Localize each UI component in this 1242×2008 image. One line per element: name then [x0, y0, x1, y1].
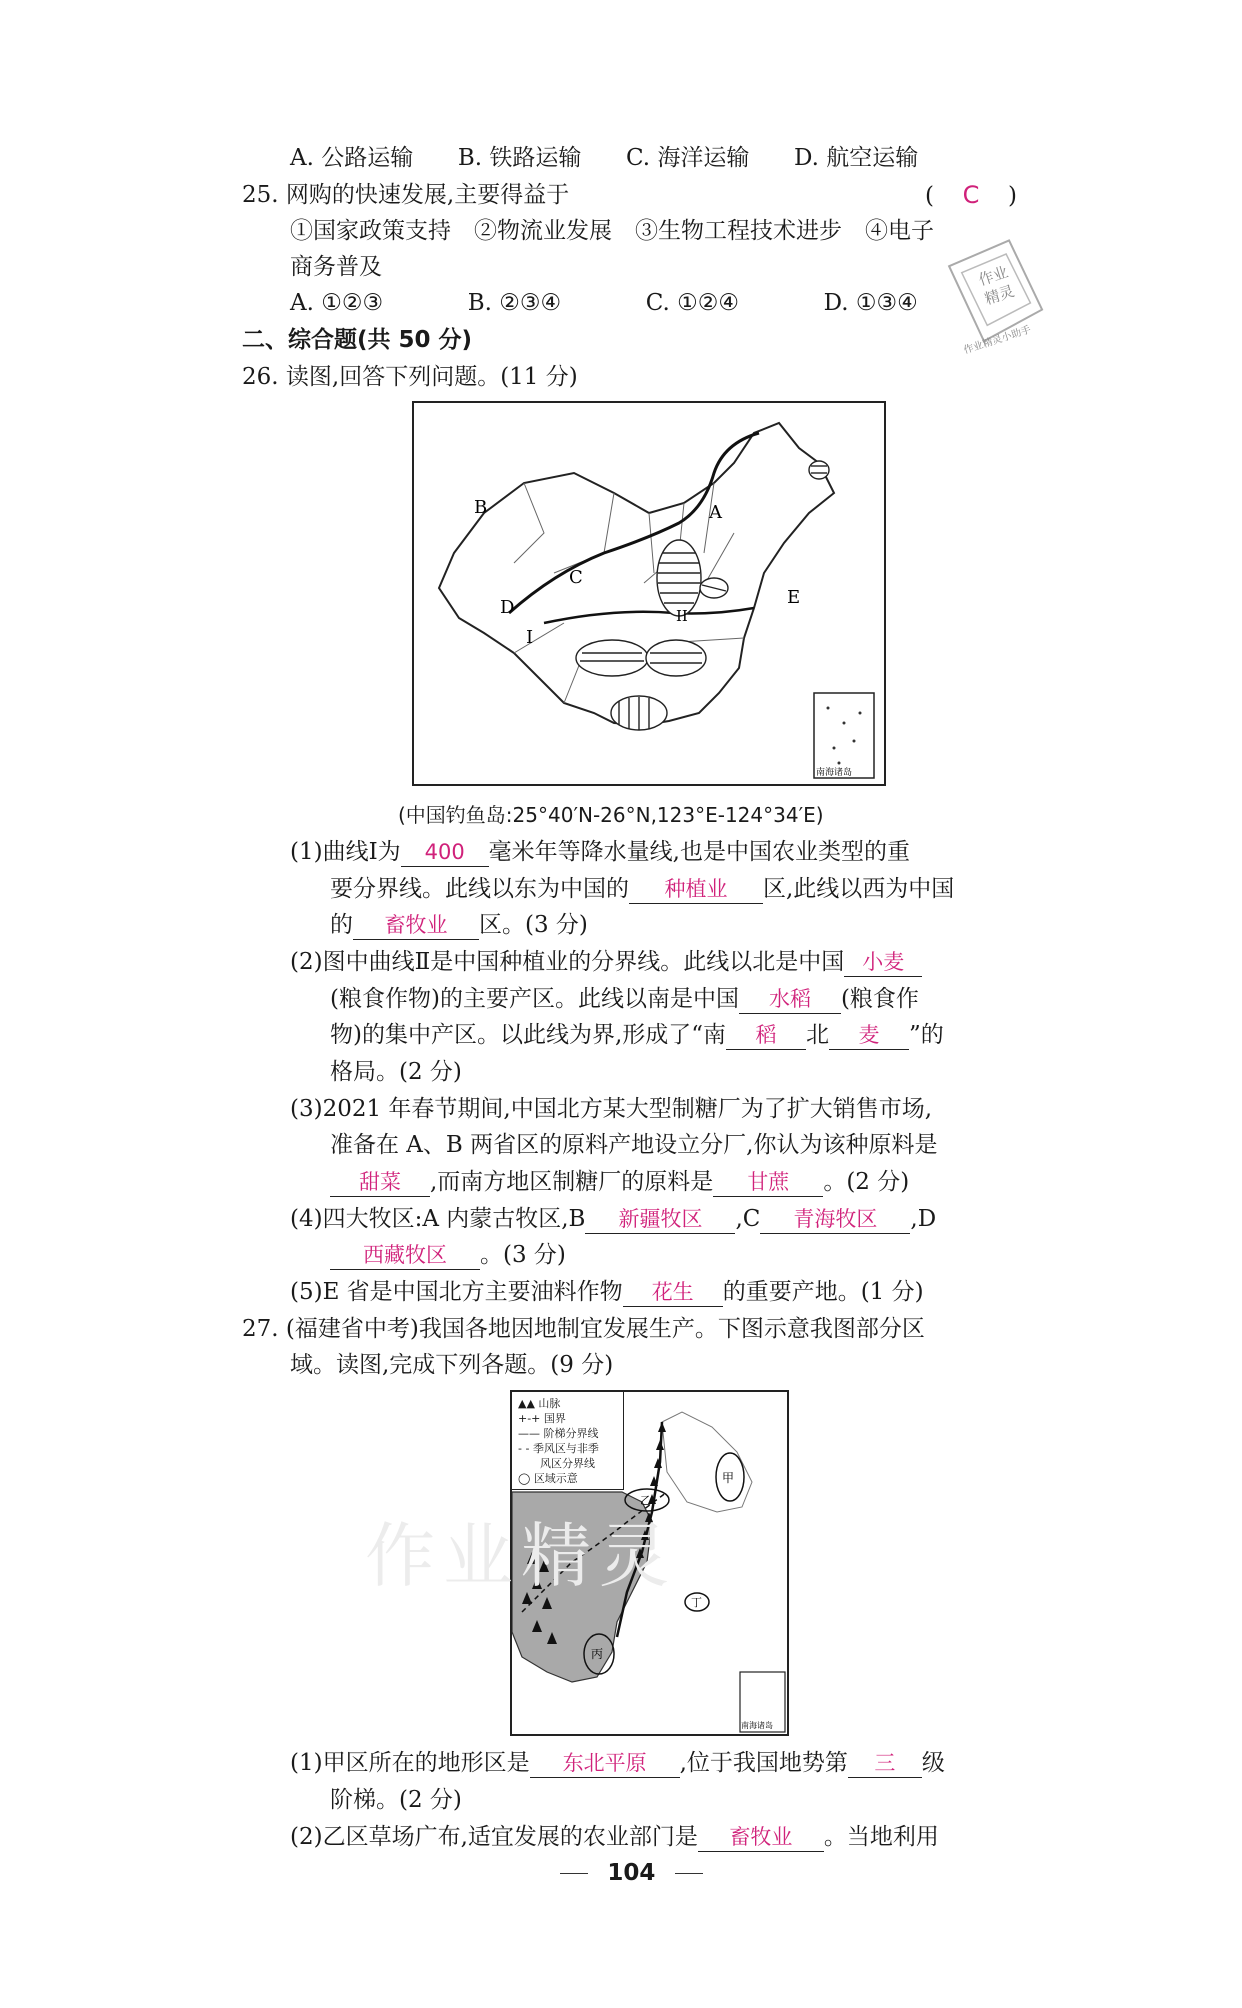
- map-label-a: A: [709, 502, 722, 523]
- ellipse-icon: ◯: [518, 1472, 534, 1485]
- q25-options: A. ①②③ B. ②③④ C. ①②④ D. ①③④: [290, 290, 918, 316]
- map-label-curve-1: I: [526, 627, 534, 648]
- q25-answer: C: [962, 181, 980, 209]
- dash-left: [560, 1873, 588, 1874]
- q27-p1-line1: (1)甲区所在的地形区是 东北平原 ,位于我国地势第 三 级: [290, 1750, 945, 1776]
- q26-answer-400: 400: [424, 840, 465, 864]
- q26-p2-line4: 格局。(2 分): [330, 1059, 462, 1085]
- map-label-b: B: [474, 497, 488, 518]
- q24-option-a: A. 公路运输: [290, 145, 414, 171]
- q26-p1-line1: (1)曲线Ⅰ为 400 毫米年等降水量线,也是中国农业类型的重: [290, 839, 910, 865]
- q27-stem-line2: 域。读图,完成下列各题。(9 分): [290, 1352, 614, 1378]
- inset-label: 南海诸岛: [816, 768, 853, 778]
- map-label-c: C: [569, 567, 583, 588]
- mountain-icon: ▲▲: [518, 1397, 539, 1410]
- inset-label-2: 南海诸岛: [741, 1721, 773, 1730]
- q26-stem: 26. 读图,回答下列问题。(11 分): [242, 364, 578, 390]
- q26-p5-line: (5)E 省是中国北方主要油料作物 花生 的重要产地。(1 分): [290, 1279, 924, 1305]
- q25-items-line1: ①国家政策支持 ②物流业发展 ③生物工程技术进步 ④电子: [290, 218, 934, 244]
- page-number: 104: [560, 1858, 703, 1888]
- terrace-line-icon: ——: [518, 1427, 544, 1440]
- q24-option-b: B. 铁路运输: [457, 145, 582, 171]
- q26-p1-line3: 的 畜牧业 区。(3 分): [330, 912, 588, 938]
- map-legend: ▲▲ 山脉 +-+ 国界 —— 阶梯分界线 - - 季风区与非季 风区分界线 ◯ 区域示意: [512, 1392, 624, 1490]
- watermark: 作业精灵: [365, 1515, 677, 1597]
- q26-p1-line2: 要分界线。此线以东为中国的 种植业 区,此线以西为中国: [330, 876, 955, 902]
- q26-p3-line3: 甜菜 ,而南方地区制糖厂的原料是 甘蔗 。(2 分): [330, 1167, 909, 1197]
- q27-stem-line1: 27. (福建省中考)我国各地因地制宜发展生产。下图示意我图部分区: [242, 1316, 925, 1342]
- map-label-e: E: [787, 587, 801, 608]
- q24-option-d: D. 航空运输: [794, 145, 919, 171]
- q26-p4-line2: 西藏牧区 。(3 分): [330, 1240, 566, 1270]
- china-map-svg: [414, 403, 884, 784]
- region-label-jia: 甲: [722, 1471, 735, 1485]
- q26-p2-line1: (2)图中曲线Ⅱ是中国种植业的分界线。此线以北是中国 小麦: [290, 947, 922, 977]
- region-label-ding: 丁: [691, 1596, 702, 1609]
- china-agriculture-map: [412, 401, 886, 786]
- dash-right: [675, 1873, 703, 1874]
- q27-p1-line2: 阶梯。(2 分): [330, 1787, 462, 1813]
- q26-map-caption: (中国钓鱼岛:25°40′N-26°N,123°E-124°34′E): [398, 803, 824, 827]
- q26-p2-line2: (粮食作物)的主要产区。此线以南是中国 水稻 (粮食作: [330, 986, 919, 1012]
- q24-options: [290, 143, 918, 173]
- q26-p2-line3: 物)的集中产区。以此线为界,形成了“南 稻 北 麦 ”的: [330, 1022, 944, 1048]
- map-label-curve-2: II: [676, 607, 688, 625]
- region-label-yi: 乙: [640, 1494, 651, 1507]
- q25-answer-box: ( C ): [925, 181, 1017, 209]
- q27-p2-line1: (2)乙区草场广布,适宜发展的农业部门是 畜牧业 。当地利用: [290, 1824, 939, 1850]
- q24-option-c: C. 海洋运输: [626, 145, 750, 171]
- map-label-d: D: [500, 597, 515, 618]
- region-label-bing: 丙: [591, 1647, 604, 1661]
- q26-p3-line2: 准备在 A、B 两省区的原料产地设立分厂,你认为该种原料是: [330, 1132, 938, 1158]
- q26-p4-line1: (4)四大牧区:A 内蒙古牧区,B 新疆牧区 ,C 青海牧区 ,D: [290, 1206, 937, 1232]
- section2-title: 二、综合题(共 50 分): [242, 327, 473, 353]
- q25-items-line2: 商务普及: [290, 254, 382, 280]
- homework-stamp: 作业 精灵 作业精灵小助手: [927, 232, 1053, 358]
- q25-stem: 25. 网购的快速发展,主要得益于: [242, 182, 570, 208]
- dashed-line-icon: - -: [518, 1442, 533, 1455]
- q26-p3-line1: (3)2021 年春节期间,中国北方某大型制糖厂为了扩大销售市场,: [290, 1096, 933, 1122]
- border-line-icon: +-+: [518, 1412, 544, 1425]
